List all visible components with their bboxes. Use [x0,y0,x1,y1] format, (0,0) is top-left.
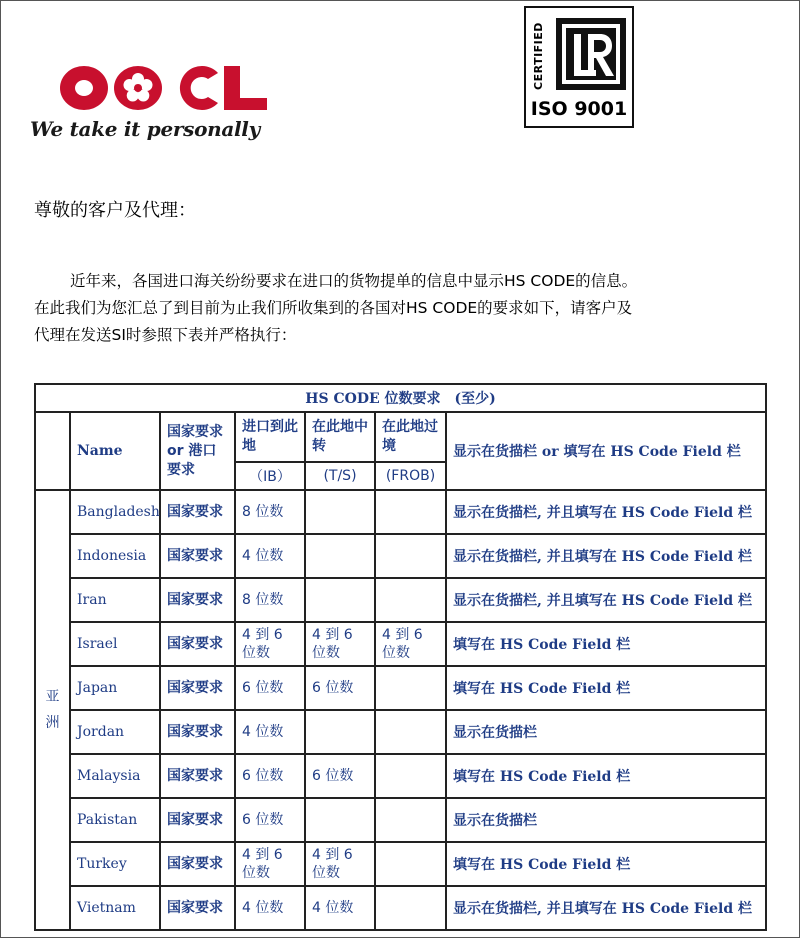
ts-digits: 6 位数 [305,666,375,710]
iso-standard-label: ISO 9001 [530,98,628,120]
country-name: Malaysia [70,754,160,798]
display-requirement: 显示在货描栏, 并且填写在 HS Code Field 栏 [446,578,766,622]
ib-digits: 4 位数 [235,710,305,754]
ib-digits: 6 位数 [235,666,305,710]
table-row [35,886,766,930]
ts-digits: 6 位数 [305,754,375,798]
header-display: 显示在货描栏 or 填写在 HS Code Field 栏 [446,412,766,490]
letter-body-line: 在此我们为您汇总了到目前为止我们所收集到的各国对HS CODE的要求如下，请客户及 [34,299,633,317]
letter-greeting: 尊敬的客户及代理： [34,200,196,221]
ts-digits [305,490,375,534]
header-frob-code: (FROB) [375,462,446,490]
display-requirement: 填写在 HS Code Field 栏 [446,666,766,710]
country-name: Israel [70,622,160,666]
frob-digits [375,886,446,930]
table-row [35,534,766,578]
frob-digits [375,842,446,886]
table-row [35,578,766,622]
ts-digits: 4 位数 [305,886,375,930]
frob-digits [375,490,446,534]
display-requirement: 填写在 HS Code Field 栏 [446,842,766,886]
frob-digits [375,710,446,754]
region-cell: 亚 洲 [35,490,70,930]
oocl-tagline: We take it personally [30,117,260,141]
letter-body [34,268,784,349]
certified-label: CERTIFIED [532,22,545,90]
table-row [35,710,766,754]
frob-digits [375,666,446,710]
display-requirement: 显示在货描栏 [446,798,766,842]
table-row [35,622,766,666]
oocl-wordmark [58,61,268,115]
header-ib: 进口到此地 [235,412,305,462]
country-name: Vietnam [70,886,160,930]
letter-body-line: 近年来，各国进口海关纷纷要求在进口的货物提单的信息中显示HS CODE的信息。 [70,272,638,290]
table-row [35,842,766,886]
requirement-type: 国家要求 [160,798,235,842]
country-name: Indonesia [70,534,160,578]
ib-digits: 4 到 6 位数 [235,622,305,666]
display-requirement: 显示在货描栏, 并且填写在 HS Code Field 栏 [446,490,766,534]
oocl-logo [30,55,280,155]
lr-mark-icon [556,18,626,90]
hs-code-table [34,383,767,931]
frob-digits [375,754,446,798]
requirement-type: 国家要求 [160,710,235,754]
table-row [35,666,766,710]
country-name: Bangladesh [70,490,160,534]
requirement-type: 国家要求 [160,578,235,622]
requirement-type: 国家要求 [160,534,235,578]
header-requirement: 国家要求 or 港口要求 [160,412,235,490]
table-title: HS CODE 位数要求 (至少) [35,384,766,412]
country-name: Japan [70,666,160,710]
table-row [35,754,766,798]
ib-digits: 6 位数 [235,798,305,842]
header-ib-code: （IB） [235,462,305,490]
display-requirement: 填写在 HS Code Field 栏 [446,754,766,798]
requirement-type: 国家要求 [160,666,235,710]
ib-digits: 4 位数 [235,886,305,930]
ib-digits: 8 位数 [235,578,305,622]
header-ts: 在此地中转 [305,412,375,462]
header-frob: 在此地过境 [375,412,446,462]
letter-body-line: 代理在发送SI时参照下表并严格执行： [34,326,297,344]
frob-digits: 4 到 6 位数 [375,622,446,666]
country-name: Turkey [70,842,160,886]
table-row [35,798,766,842]
requirement-type: 国家要求 [160,886,235,930]
ib-digits: 4 到 6 位数 [235,842,305,886]
display-requirement: 显示在货描栏, 并且填写在 HS Code Field 栏 [446,534,766,578]
table-body [35,490,766,930]
ib-digits: 6 位数 [235,754,305,798]
country-name: Pakistan [70,798,160,842]
frob-digits [375,534,446,578]
country-name: Iran [70,578,160,622]
ts-digits: 4 到 6 位数 [305,622,375,666]
table-row [35,490,766,534]
ts-digits [305,798,375,842]
country-name: Jordan [70,710,160,754]
ts-digits [305,710,375,754]
requirement-type: 国家要求 [160,622,235,666]
ts-digits [305,534,375,578]
display-requirement: 填写在 HS Code Field 栏 [446,622,766,666]
requirement-type: 国家要求 [160,490,235,534]
display-requirement: 显示在货描栏 [446,710,766,754]
ib-digits: 8 位数 [235,490,305,534]
header-ts-code: (T/S) [305,462,375,490]
iso-certification-badge [524,6,634,128]
frob-digits [375,578,446,622]
region-header-blank [35,412,70,490]
frob-digits [375,798,446,842]
ts-digits: 4 到 6 位数 [305,842,375,886]
ib-digits: 4 位数 [235,534,305,578]
ts-digits [305,578,375,622]
requirement-type: 国家要求 [160,842,235,886]
oocl-wordmark-graphic [58,61,268,115]
header-name: Name [70,412,160,490]
requirement-type: 国家要求 [160,754,235,798]
display-requirement: 显示在货描栏, 并且填写在 HS Code Field 栏 [446,886,766,930]
